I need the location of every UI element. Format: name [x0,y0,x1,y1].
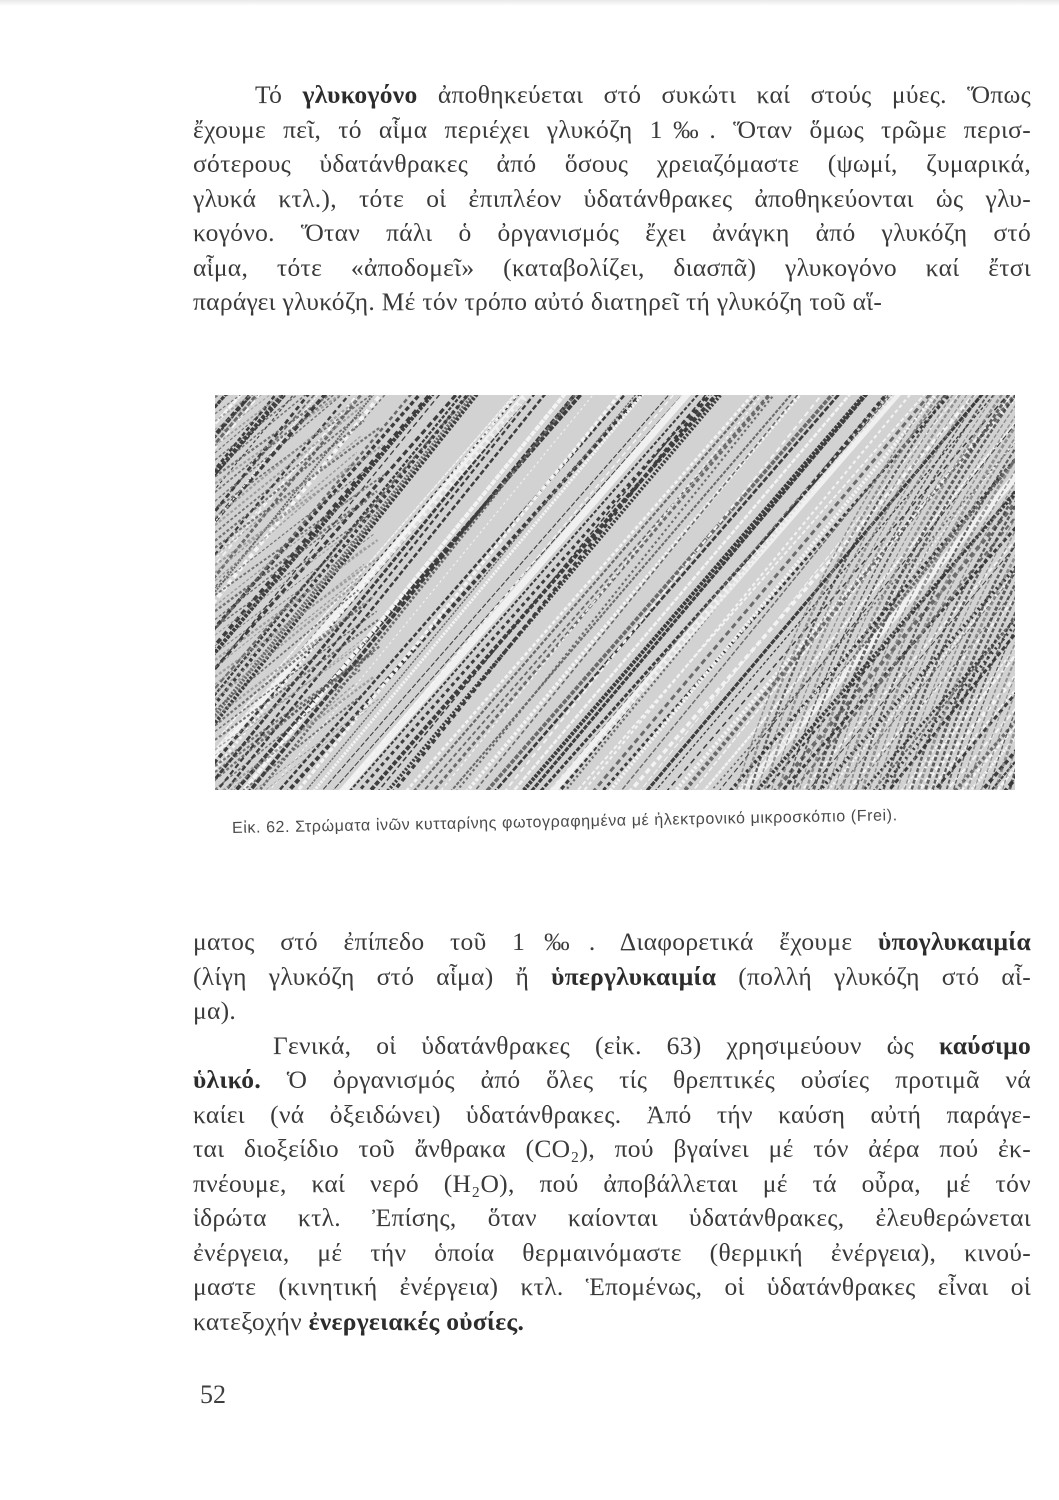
bold-term: γλυκογόνο [302,80,418,109]
bold-term: καύσιμο [939,1030,1031,1060]
text-line: ὑλικό. Ὁ ὀργανισμός ἀπό ὅλες τίς θρεπτικές οὐσίες προτιμᾶ νά [193,1065,1031,1094]
text-line: ἐνέργεια, μέ τήν ὁποία θερμαινόμαστε (θερμική ἐνέργεια), κινού- [193,1237,1031,1267]
bold-term: ὑπεργλυκαιμία [551,961,717,991]
text-line: ἱδρώτα κτλ. Ἐπίσης, ὅταν καίονται ὑδατάνθρακες, ἐλευθερώνεται [193,1203,1031,1232]
bold-term: ὑλικό. [193,1065,262,1094]
text-line: ται διοξείδιο τοῦ ἄνθρακα (CO₂), πού βγαίνει μέ τόν ἀέρα πού ἐκ- [193,1134,1031,1163]
micrograph-figure [215,395,1015,790]
top-paragraph [193,78,1031,320]
text-line: γλυκά κτλ.), τότε οἱ ἐπιπλέον ὑδατάνθρακες ἀποθηκεύονται ὡς γλυ- [193,183,1031,213]
bottom-paragraph [193,925,1031,1339]
bold-term: ὑπογλυκαιμία [877,927,1031,956]
text-line: καίει (νά ὀξειδώνει) ὑδατάνθρακες. Ἀπό τήν καύση αὐτή παράγε- [193,1099,1031,1129]
figure-caption: Εἰκ. 62. Στρώματα ἰνῶν κυτταρίνης φωτογραφημένα μέ ἠλεκτρονικό μικροσκόπιο (Frei). [231,807,898,837]
text-line: αἷμα, τότε «ἀποδομεῖ» (καταβολίζει, διασπᾶ) γλυκογόνο καί ἔτσι [193,252,1031,282]
text-line: παράγει γλυκόζη. Μέ τόν τρόπο αὐτό διατηρεῖ τή γλυκόζη τοῦ αἵ- [193,287,883,316]
page-number: 52 [200,1380,226,1409]
cellulose-fibers-micrograph [215,395,1015,790]
text-line: Τό γλυκογόνο ἀποθηκεύεται στό συκώτι καί στούς μύες. Ὅπως [255,80,1031,109]
text-line: (λίγη γλυκόζη στό αἷμα) ἤ ὑπεργλυκαιμία (πολλή γλυκόζη στό αἷ- [193,961,1032,991]
text-line: μα). [193,996,237,1025]
text-line: πνέουμε, καί νερό (H₂O), πού ἀποβάλλεται μέ τά οὖρα, μέ τόν [193,1168,1031,1198]
text-line: κατεξοχήν ἐνεργειακές οὐσίες. [193,1306,525,1336]
text-line: μαστε (κινητική ἐνέργεια) κτλ. Ἑπομένως, οἱ ὑδατάνθρακες εἶναι οἱ [193,1272,1031,1301]
text-line: κογόνο. Ὅταν πάλι ὁ ὀργανισμός ἔχει ἀνάγκη ἀπό γλυκόζη στό [193,218,1031,247]
page-edge [0,0,1059,6]
bold-term: ἐνεργειακές οὐσίες. [308,1306,525,1336]
text-line: Γενικά, οἱ ὑδατάνθρακες (εἰκ. 63) χρησιμεύουν ὡς καύσιμο [273,1030,1031,1060]
text-line: ἔχουμε πεῖ, τό αἷμα περιέχει γλυκόζη 1‰. Ὅταν ὅμως τρῶμε περισ- [193,114,1031,144]
text-line: ματος στό ἐπίπεδο τοῦ 1‰. Διαφορετικά ἔχουμε ὑπογλυκαιμία [193,927,1031,956]
text-line: σότερους ὑδατάνθρακες ἀπό ὅσους χρειαζόμαστε (ψωμί, ζυμαρικά, [193,149,1031,178]
